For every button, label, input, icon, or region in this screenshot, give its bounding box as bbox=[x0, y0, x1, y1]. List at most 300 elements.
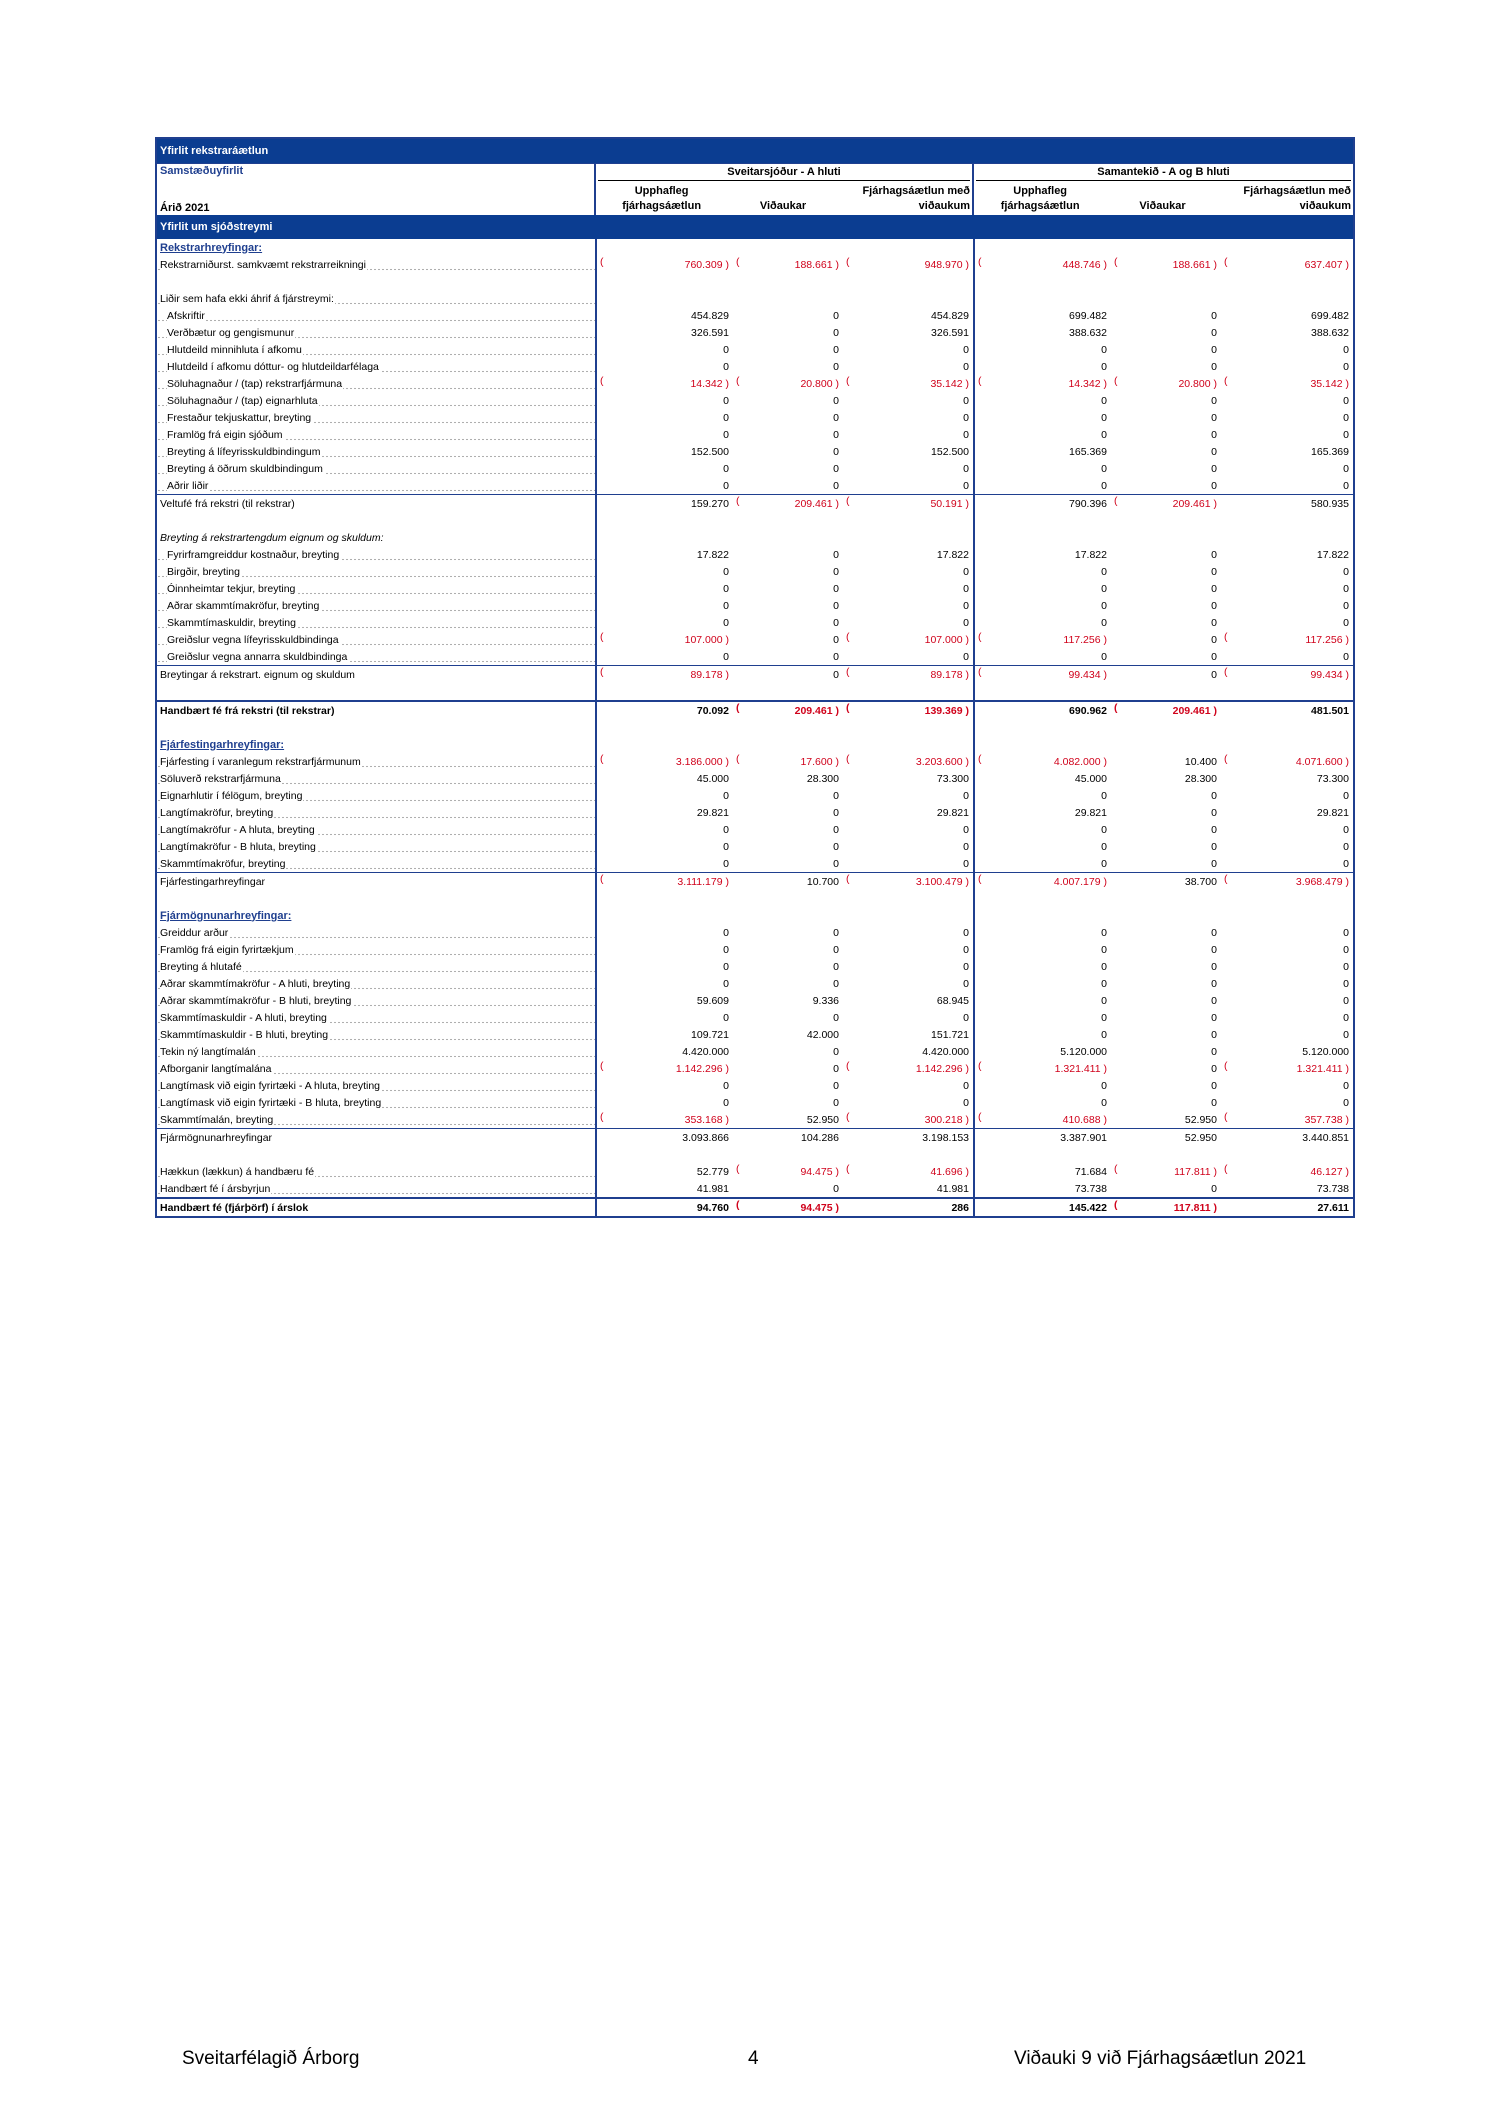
row-label: Óinnheimtar tekjur, breyting bbox=[157, 580, 596, 597]
value: 0 bbox=[1101, 411, 1107, 424]
value-cell bbox=[843, 1026, 974, 1043]
spacer-row bbox=[157, 273, 1353, 290]
row-label: Skammtímaskuldir, breyting bbox=[157, 614, 596, 631]
row-label: Verðbætur og gengismunur bbox=[157, 324, 596, 341]
report-title-band: Yfirlit rekstraráætlun bbox=[157, 139, 1353, 163]
value-cell: ( 14.342 ) bbox=[978, 375, 1107, 390]
value: 0 bbox=[1343, 960, 1349, 973]
value-cell: ( 4.007.179 ) bbox=[974, 873, 1111, 891]
value: 0 bbox=[1343, 599, 1349, 612]
value: 29.821 bbox=[1316, 806, 1349, 819]
value-cell bbox=[843, 648, 974, 666]
value-cell bbox=[1111, 958, 1221, 975]
value-cell: ( 35.142 ) bbox=[843, 375, 974, 392]
value-cell bbox=[733, 770, 843, 787]
value: 0 bbox=[833, 668, 839, 681]
value: 0 bbox=[833, 943, 839, 956]
negative-value: 3.111.179 bbox=[677, 875, 723, 888]
value: 0 bbox=[1211, 462, 1217, 475]
value-cell bbox=[974, 290, 1111, 307]
value-cell: ( 4.082.000 ) bbox=[978, 753, 1107, 768]
value-cell bbox=[733, 512, 843, 529]
negative-value: 209.461 bbox=[794, 704, 833, 717]
value-cell bbox=[1111, 477, 1221, 495]
value-cell bbox=[843, 1146, 974, 1163]
value-cell bbox=[596, 683, 733, 701]
value-cell bbox=[843, 1180, 974, 1198]
row-label: Breytingar á rekstrart. eignum og skuldum bbox=[157, 666, 596, 684]
footer-page-number: 4 bbox=[748, 2048, 759, 2069]
value-cell bbox=[596, 907, 733, 924]
value: 0 bbox=[833, 1096, 839, 1109]
row-label: Skammtímaskuldir - A hluti, breyting bbox=[157, 1009, 596, 1026]
value: 0 bbox=[833, 806, 839, 819]
value-cell bbox=[596, 239, 733, 256]
value-cell bbox=[843, 614, 974, 631]
value-cell: ( 300.218 ) bbox=[843, 1111, 974, 1129]
value: 29.821 bbox=[936, 806, 969, 819]
value-cell bbox=[733, 392, 843, 409]
value-cell bbox=[974, 1163, 1111, 1180]
value: 5.120.000 bbox=[1060, 1045, 1107, 1058]
table-row bbox=[157, 770, 1353, 787]
value-cell bbox=[733, 719, 843, 736]
value-cell bbox=[733, 341, 843, 358]
value-cell bbox=[843, 1129, 974, 1147]
value-cell bbox=[1111, 239, 1221, 256]
table-row bbox=[157, 1009, 1353, 1026]
value: 10.700 bbox=[806, 875, 839, 888]
value: 0 bbox=[1211, 977, 1217, 990]
value: 0 bbox=[1101, 343, 1107, 356]
value: 70.092 bbox=[696, 704, 729, 717]
column-header bbox=[157, 163, 1353, 215]
value-cell bbox=[596, 787, 733, 804]
value-cell bbox=[733, 873, 843, 891]
value-cell bbox=[1221, 495, 1353, 513]
value-cell bbox=[974, 855, 1111, 873]
value-cell bbox=[1221, 924, 1353, 941]
value: 326.591 bbox=[691, 326, 729, 339]
value: 0 bbox=[1101, 462, 1107, 475]
value: 0 bbox=[833, 394, 839, 407]
value: 0 bbox=[1343, 943, 1349, 956]
value-cell bbox=[1111, 719, 1221, 736]
value: 0 bbox=[963, 343, 969, 356]
value-cell bbox=[1221, 1198, 1353, 1216]
cashflow-sheet bbox=[155, 137, 1355, 1218]
value-cell bbox=[974, 907, 1111, 924]
value-cell bbox=[974, 958, 1111, 975]
value-cell bbox=[733, 992, 843, 1009]
value-cell bbox=[1111, 855, 1221, 873]
value-cell bbox=[974, 1129, 1111, 1147]
value-cell bbox=[1111, 460, 1221, 477]
row-label: Handbært fé (fjárþörf) í árslok bbox=[157, 1198, 596, 1216]
value-cell: ( 760.309 ) bbox=[600, 256, 729, 271]
value: 0 bbox=[1343, 394, 1349, 407]
value-cell bbox=[596, 1198, 733, 1216]
value: 29.821 bbox=[696, 806, 729, 819]
row-label: Greiðslur vegna lífeyrisskuldbindinga bbox=[157, 631, 596, 648]
value: 52.950 bbox=[1184, 1113, 1217, 1126]
value-cell bbox=[1221, 787, 1353, 804]
value-cell bbox=[843, 1077, 974, 1094]
value: 0 bbox=[1211, 960, 1217, 973]
negative-value: 448.746 bbox=[1062, 258, 1101, 271]
value-cell: ( 94.475 ) bbox=[736, 1163, 839, 1178]
value-cell bbox=[1111, 341, 1221, 358]
col-budget-with-amendments: Fjárhagsáætlun með viðaukum bbox=[1243, 185, 1351, 212]
value: 41.981 bbox=[696, 1182, 729, 1195]
value-cell bbox=[843, 512, 974, 529]
value-cell bbox=[1221, 460, 1353, 477]
value-cell bbox=[596, 460, 733, 477]
value: 0 bbox=[723, 789, 729, 802]
value: 42.000 bbox=[806, 1028, 839, 1041]
value-cell bbox=[733, 1094, 843, 1111]
value: 0 bbox=[1101, 1096, 1107, 1109]
table-row bbox=[157, 1060, 1353, 1077]
row-label: Breyting á hlutafé bbox=[157, 958, 596, 975]
value: 73.738 bbox=[1074, 1182, 1107, 1195]
value: 0 bbox=[1101, 977, 1107, 990]
value-cell bbox=[843, 1094, 974, 1111]
value-cell bbox=[596, 358, 733, 375]
value: 73.738 bbox=[1316, 1182, 1349, 1195]
value: 4.420.000 bbox=[922, 1045, 969, 1058]
row-label bbox=[157, 683, 596, 701]
value: 68.945 bbox=[936, 994, 969, 1007]
value-cell bbox=[1111, 307, 1221, 324]
value: 0 bbox=[963, 1079, 969, 1092]
row-label: Söluverð rekstrarfjármuna bbox=[157, 770, 596, 787]
value: 0 bbox=[1211, 1079, 1217, 1092]
row-label bbox=[157, 273, 596, 290]
value: 0 bbox=[963, 840, 969, 853]
footer-document-title: Viðauki 9 við Fjárhagsáætlun 2021 bbox=[1014, 2048, 1307, 2069]
value-cell: ( 1.321.411 ) bbox=[978, 1060, 1107, 1075]
value-cell bbox=[1111, 529, 1221, 546]
value: 29.821 bbox=[1074, 806, 1107, 819]
col-amendments: Viðaukar bbox=[759, 200, 807, 212]
table-row bbox=[157, 597, 1353, 614]
row-label: Fjármögnunarhreyfingar: bbox=[157, 907, 596, 924]
row-label: Langtímask við eigin fyrirtæki - A hluta, breyting bbox=[157, 1077, 596, 1094]
value-cell bbox=[596, 1043, 733, 1060]
value: 0 bbox=[1211, 789, 1217, 802]
value: 152.500 bbox=[931, 445, 969, 458]
cashflow-table bbox=[157, 239, 1353, 1216]
value-cell bbox=[733, 580, 843, 597]
table-row bbox=[157, 239, 1353, 256]
value: 0 bbox=[1211, 823, 1217, 836]
value: 0 bbox=[1211, 411, 1217, 424]
value-cell bbox=[843, 975, 974, 992]
value-cell bbox=[596, 426, 733, 443]
value: 0 bbox=[963, 977, 969, 990]
value-cell: ( 209.461 ) bbox=[733, 495, 843, 513]
row-label: Afborganir langtímalána bbox=[157, 1060, 596, 1077]
value-cell bbox=[974, 597, 1111, 614]
value-cell bbox=[974, 924, 1111, 941]
value-cell bbox=[733, 426, 843, 443]
value-cell bbox=[596, 477, 733, 495]
negative-value: 188.661 bbox=[794, 258, 833, 271]
value-cell bbox=[596, 614, 733, 631]
negative-value: 20.800 bbox=[800, 377, 833, 390]
value-cell bbox=[1111, 443, 1221, 460]
table-row bbox=[157, 907, 1353, 924]
row-label: Handbært fé í ársbyrjun bbox=[157, 1180, 596, 1198]
value-cell bbox=[974, 701, 1111, 719]
row-label: Frestaður tekjuskattur, breyting bbox=[157, 409, 596, 426]
value-cell bbox=[1111, 324, 1221, 341]
row-label: Veltufé frá rekstri (til rekstrar) bbox=[157, 495, 596, 513]
value-cell bbox=[843, 1198, 974, 1216]
value: 0 bbox=[723, 926, 729, 939]
table-row bbox=[157, 426, 1353, 443]
value-cell bbox=[1221, 992, 1353, 1009]
value-cell bbox=[733, 239, 843, 256]
value: 0 bbox=[1101, 565, 1107, 578]
value: 0 bbox=[963, 823, 969, 836]
table-row bbox=[157, 1129, 1353, 1147]
row-label: Rekstrarniðurst. samkvæmt rekstrarreikningi bbox=[157, 256, 596, 273]
row-label: Hlutdeild minnihluta í afkomu bbox=[157, 341, 596, 358]
value-cell bbox=[733, 666, 843, 684]
value: 0 bbox=[833, 343, 839, 356]
value: 0 bbox=[833, 633, 839, 646]
value: 0 bbox=[1343, 411, 1349, 424]
value-cell bbox=[1111, 873, 1221, 891]
row-label: Aðrar skammtímakröfur - B hluti, breyting bbox=[157, 992, 596, 1009]
negative-value: 1.321.411 bbox=[1296, 1062, 1343, 1075]
value-cell bbox=[733, 1009, 843, 1026]
value: 0 bbox=[833, 326, 839, 339]
negative-value: 89.178 bbox=[690, 668, 723, 681]
table-row bbox=[157, 477, 1353, 495]
row-label: Rekstrarhreyfingar: bbox=[157, 239, 596, 256]
value-cell bbox=[1221, 1146, 1353, 1163]
negative-value: 209.461 bbox=[794, 497, 833, 510]
negative-value: 99.434 bbox=[1310, 668, 1343, 681]
value-cell bbox=[843, 992, 974, 1009]
value-cell bbox=[1221, 683, 1353, 701]
negative-value: 50.191 bbox=[930, 497, 963, 510]
value-cell bbox=[596, 546, 733, 563]
group-b-header bbox=[974, 164, 1353, 215]
value-cell bbox=[733, 460, 843, 477]
value: 454.829 bbox=[691, 309, 729, 322]
value: 0 bbox=[723, 1079, 729, 1092]
negative-value: 117.811 bbox=[1174, 1165, 1211, 1178]
negative-value: 94.475 bbox=[800, 1165, 833, 1178]
table-row bbox=[157, 1094, 1353, 1111]
value-cell bbox=[1111, 787, 1221, 804]
value: 0 bbox=[1343, 840, 1349, 853]
table-row bbox=[157, 563, 1353, 580]
value: 0 bbox=[1211, 394, 1217, 407]
value-cell bbox=[1221, 941, 1353, 958]
row-label: Aðrir liðir bbox=[157, 477, 596, 495]
value: 0 bbox=[1101, 616, 1107, 629]
table-row bbox=[157, 924, 1353, 941]
value: 159.270 bbox=[691, 497, 729, 510]
negative-value: 1.142.296 bbox=[675, 1062, 723, 1075]
value: 9.336 bbox=[812, 994, 839, 1007]
value: 0 bbox=[1343, 343, 1349, 356]
row-label: Fjárfesting í varanlegum rekstrarfjármunum bbox=[157, 753, 596, 770]
value-cell bbox=[733, 907, 843, 924]
value: 0 bbox=[1211, 840, 1217, 853]
negative-value: 4.007.179 bbox=[1053, 875, 1101, 888]
value-cell bbox=[596, 341, 733, 358]
value: 59.609 bbox=[696, 994, 729, 1007]
value-cell: ( 41.696 ) bbox=[843, 1163, 974, 1180]
value-cell bbox=[596, 804, 733, 821]
value: 0 bbox=[1343, 926, 1349, 939]
value-cell: ( 107.000 ) bbox=[843, 631, 974, 648]
value: 0 bbox=[833, 977, 839, 990]
value: 790.396 bbox=[1069, 497, 1107, 510]
value-cell bbox=[1111, 597, 1221, 614]
value: 0 bbox=[1211, 1062, 1217, 1075]
value-cell bbox=[1221, 443, 1353, 460]
value-cell bbox=[596, 290, 733, 307]
value: 0 bbox=[833, 445, 839, 458]
value: 109.721 bbox=[691, 1028, 729, 1041]
value-cell bbox=[843, 290, 974, 307]
negative-value: 3.203.600 bbox=[915, 755, 963, 768]
value-cell bbox=[733, 683, 843, 701]
value-cell bbox=[974, 941, 1111, 958]
value-cell bbox=[1221, 614, 1353, 631]
value-cell bbox=[1221, 890, 1353, 907]
table-row bbox=[157, 941, 1353, 958]
table-row bbox=[157, 787, 1353, 804]
value: 17.822 bbox=[1316, 548, 1349, 561]
row-label: Hlutdeild í afkomu dóttur- og hlutdeildarfélaga bbox=[157, 358, 596, 375]
value-cell bbox=[733, 409, 843, 426]
value: 0 bbox=[1211, 806, 1217, 819]
value-cell bbox=[974, 426, 1111, 443]
value: 0 bbox=[833, 462, 839, 475]
subtitle: Samstæðuyfirlit bbox=[160, 165, 244, 177]
value-cell bbox=[596, 975, 733, 992]
row-label: Afskriftir bbox=[157, 307, 596, 324]
value-cell bbox=[1111, 1180, 1221, 1198]
row-label: Fyrirframgreiddur kostnaður, breyting bbox=[157, 546, 596, 563]
table-row bbox=[157, 495, 1353, 513]
table-row bbox=[157, 307, 1353, 324]
row-label: Langtímakröfur - A hluta, breyting bbox=[157, 821, 596, 838]
value: 0 bbox=[833, 960, 839, 973]
value-cell bbox=[843, 770, 974, 787]
value: 0 bbox=[1343, 360, 1349, 373]
value-cell bbox=[974, 495, 1111, 513]
spacer-row bbox=[157, 1146, 1353, 1163]
table-row bbox=[157, 958, 1353, 975]
value: 0 bbox=[1101, 960, 1107, 973]
table-row bbox=[157, 975, 1353, 992]
col-original-budget: Upphafleg fjárhagsáætlun bbox=[622, 185, 702, 212]
value-cell bbox=[974, 719, 1111, 736]
table-row bbox=[157, 614, 1353, 631]
value-cell bbox=[843, 597, 974, 614]
value: 0 bbox=[1101, 394, 1107, 407]
table-row bbox=[157, 821, 1353, 838]
negative-value: 357.738 bbox=[1304, 1113, 1343, 1126]
value-cell bbox=[596, 1094, 733, 1111]
value-cell: ( 188.661 ) bbox=[1114, 256, 1217, 271]
value-cell: ( 188.661 ) bbox=[736, 256, 839, 271]
value-cell: ( 209.461 ) bbox=[1111, 495, 1221, 513]
value: 104.286 bbox=[801, 1131, 839, 1144]
value-cell: ( 46.127 ) bbox=[1224, 1163, 1349, 1178]
value: 699.482 bbox=[1311, 309, 1349, 322]
value-cell bbox=[1221, 324, 1353, 341]
value-cell bbox=[1111, 392, 1221, 409]
value-cell bbox=[733, 648, 843, 666]
value-cell bbox=[733, 307, 843, 324]
negative-value: 117.811 bbox=[1173, 1201, 1211, 1214]
value-cell bbox=[596, 1129, 733, 1147]
value-cell bbox=[974, 736, 1111, 753]
value: 0 bbox=[1343, 565, 1349, 578]
negative-value: 3.968.479 bbox=[1295, 875, 1343, 888]
table-row bbox=[157, 1180, 1353, 1198]
value-cell bbox=[974, 838, 1111, 855]
value-cell: ( 139.369 ) bbox=[843, 701, 974, 719]
value-cell bbox=[1221, 512, 1353, 529]
value-cell bbox=[843, 307, 974, 324]
negative-value: 3.100.479 bbox=[915, 875, 963, 888]
table-row bbox=[157, 753, 1353, 770]
value: 0 bbox=[1343, 582, 1349, 595]
value: 0 bbox=[723, 582, 729, 595]
value: 0 bbox=[833, 789, 839, 802]
negative-value: 94.475 bbox=[800, 1201, 833, 1214]
value-cell bbox=[974, 477, 1111, 495]
value: 0 bbox=[723, 343, 729, 356]
negative-value: 4.071.600 bbox=[1295, 755, 1343, 768]
value-cell bbox=[1111, 290, 1221, 307]
value-cell bbox=[1221, 736, 1353, 753]
value-cell bbox=[1111, 1026, 1221, 1043]
value-cell: ( 637.407 ) bbox=[1224, 256, 1349, 271]
value: 0 bbox=[723, 650, 729, 663]
value-cell bbox=[974, 1094, 1111, 1111]
value-cell bbox=[1111, 804, 1221, 821]
value-cell bbox=[974, 683, 1111, 701]
value-cell bbox=[733, 821, 843, 838]
value: 690.962 bbox=[1069, 704, 1107, 717]
value: 0 bbox=[833, 565, 839, 578]
value-cell bbox=[1111, 563, 1221, 580]
table-row bbox=[157, 290, 1353, 307]
negative-value: 107.000 bbox=[924, 633, 963, 646]
value-cell bbox=[596, 941, 733, 958]
value-cell bbox=[733, 614, 843, 631]
row-label: Aðrar skammtímakröfur - A hluti, breyting bbox=[157, 975, 596, 992]
value: 45.000 bbox=[696, 772, 729, 785]
negative-value: 760.309 bbox=[684, 258, 723, 271]
spacer-row bbox=[157, 890, 1353, 907]
table-row bbox=[157, 648, 1353, 666]
row-label: Birgðir, breyting bbox=[157, 563, 596, 580]
value-cell: ( 3.203.600 ) bbox=[843, 753, 974, 770]
